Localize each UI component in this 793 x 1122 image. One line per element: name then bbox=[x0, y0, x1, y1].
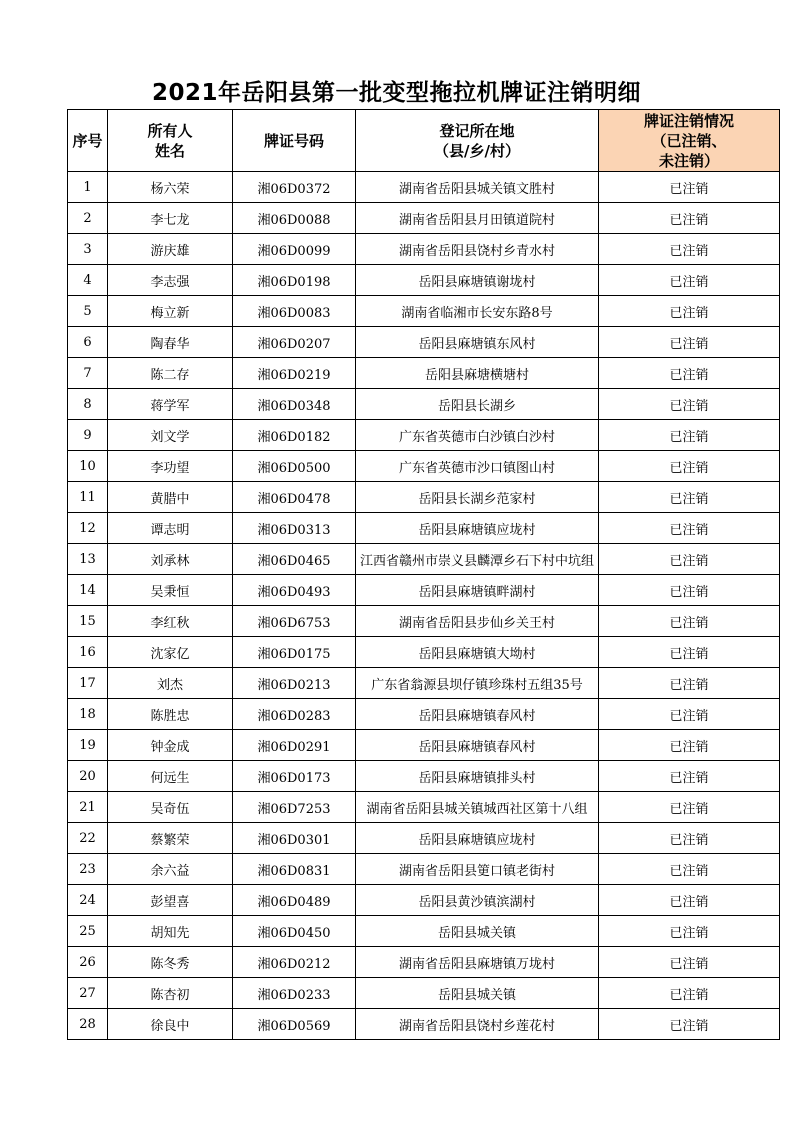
header-owner-line2: 姓名 bbox=[154, 141, 185, 160]
table-row bbox=[68, 265, 780, 296]
table-row bbox=[68, 792, 780, 823]
cell-plate-number: 湘06D0182 bbox=[233, 420, 356, 451]
cell-seq: 14 bbox=[68, 575, 108, 606]
cell-seq: 22 bbox=[68, 823, 108, 854]
cell-owner-name: 吴秉恒 bbox=[108, 575, 233, 606]
table-row bbox=[68, 451, 780, 482]
cell-status: 已注销 bbox=[599, 792, 780, 823]
cell-location: 岳阳县城关镇 bbox=[356, 916, 599, 947]
cell-owner-name: 陈冬秀 bbox=[108, 947, 233, 978]
cell-location: 岳阳县麻塘镇应垅村 bbox=[356, 823, 599, 854]
table-row bbox=[68, 978, 780, 1009]
cell-status: 已注销 bbox=[599, 978, 780, 1009]
table-row bbox=[68, 1009, 780, 1040]
cell-seq: 5 bbox=[68, 296, 108, 327]
cell-status: 已注销 bbox=[599, 389, 780, 420]
cell-plate-number: 湘06D0233 bbox=[233, 978, 356, 1009]
header-location-line1: 登记所在地 bbox=[439, 121, 515, 140]
cell-status: 已注销 bbox=[599, 854, 780, 885]
cell-status: 已注销 bbox=[599, 296, 780, 327]
header-location bbox=[356, 110, 599, 172]
cell-plate-number: 湘06D0478 bbox=[233, 482, 356, 513]
table-row bbox=[68, 389, 780, 420]
cell-location: 岳阳县城关镇 bbox=[356, 978, 599, 1009]
cell-location: 江西省赣州市崇义县麟潭乡石下村中坑组 bbox=[356, 544, 599, 575]
cell-owner-name: 钟金成 bbox=[108, 730, 233, 761]
cell-seq: 21 bbox=[68, 792, 108, 823]
table-header bbox=[68, 110, 780, 172]
cell-status: 已注销 bbox=[599, 761, 780, 792]
table-row bbox=[68, 699, 780, 730]
cell-status: 已注销 bbox=[599, 823, 780, 854]
cell-location: 湖南省岳阳县城关镇文胜村 bbox=[356, 172, 599, 203]
cell-location: 广东省翁源县坝仔镇珍珠村五组35号 bbox=[356, 668, 599, 699]
table-row bbox=[68, 513, 780, 544]
cell-seq: 25 bbox=[68, 916, 108, 947]
table-row bbox=[68, 358, 780, 389]
cell-location: 岳阳县麻塘镇谢垅村 bbox=[356, 265, 599, 296]
cell-seq: 16 bbox=[68, 637, 108, 668]
table-row bbox=[68, 327, 780, 358]
cell-plate-number: 湘06D0291 bbox=[233, 730, 356, 761]
header-plate: 牌证号码 bbox=[233, 110, 356, 172]
cell-status: 已注销 bbox=[599, 668, 780, 699]
table-row bbox=[68, 823, 780, 854]
table-row bbox=[68, 544, 780, 575]
cell-location: 湖南省岳阳县饶村乡莲花村 bbox=[356, 1009, 599, 1040]
cell-seq: 12 bbox=[68, 513, 108, 544]
cell-location: 岳阳县麻塘镇排头村 bbox=[356, 761, 599, 792]
cell-status: 已注销 bbox=[599, 513, 780, 544]
table-row bbox=[68, 761, 780, 792]
cell-seq: 3 bbox=[68, 234, 108, 265]
cell-seq: 15 bbox=[68, 606, 108, 637]
table-row bbox=[68, 203, 780, 234]
cell-plate-number: 湘06D0489 bbox=[233, 885, 356, 916]
table-row bbox=[68, 296, 780, 327]
cell-location: 湖南省岳阳县筻口镇老街村 bbox=[356, 854, 599, 885]
cell-plate-number: 湘06D0569 bbox=[233, 1009, 356, 1040]
cell-plate-number: 湘06D0088 bbox=[233, 203, 356, 234]
cell-owner-name: 陈胜忠 bbox=[108, 699, 233, 730]
cell-location: 岳阳县黄沙镇滨湖村 bbox=[356, 885, 599, 916]
header-row bbox=[68, 110, 780, 172]
cell-status: 已注销 bbox=[599, 730, 780, 761]
table-row bbox=[68, 885, 780, 916]
cell-owner-name: 胡知先 bbox=[108, 916, 233, 947]
cell-plate-number: 湘06D0450 bbox=[233, 916, 356, 947]
cell-status: 已注销 bbox=[599, 544, 780, 575]
table-row bbox=[68, 730, 780, 761]
cell-owner-name: 何远生 bbox=[108, 761, 233, 792]
table-row bbox=[68, 916, 780, 947]
cell-seq: 28 bbox=[68, 1009, 108, 1040]
cell-location: 湖南省岳阳县饶村乡青水村 bbox=[356, 234, 599, 265]
cell-owner-name: 陈二存 bbox=[108, 358, 233, 389]
cell-seq: 17 bbox=[68, 668, 108, 699]
cell-location: 岳阳县麻塘镇畔湖村 bbox=[356, 575, 599, 606]
table-row bbox=[68, 637, 780, 668]
cell-plate-number: 湘06D0219 bbox=[233, 358, 356, 389]
cell-owner-name: 陈杏初 bbox=[108, 978, 233, 1009]
cell-plate-number: 湘06D0313 bbox=[233, 513, 356, 544]
cell-plate-number: 湘06D0372 bbox=[233, 172, 356, 203]
cell-seq: 18 bbox=[68, 699, 108, 730]
cell-seq: 10 bbox=[68, 451, 108, 482]
header-status-line2: （已注销、 bbox=[651, 131, 727, 150]
cell-seq: 26 bbox=[68, 947, 108, 978]
cell-owner-name: 李志强 bbox=[108, 265, 233, 296]
cell-location: 岳阳县长湖乡范家村 bbox=[356, 482, 599, 513]
cancellation-table bbox=[67, 109, 780, 1040]
table-row bbox=[68, 575, 780, 606]
cell-seq: 7 bbox=[68, 358, 108, 389]
header-location-line2: （县/乡/村） bbox=[434, 141, 520, 160]
cell-plate-number: 湘06D0831 bbox=[233, 854, 356, 885]
cell-owner-name: 陶春华 bbox=[108, 327, 233, 358]
cell-owner-name: 徐良中 bbox=[108, 1009, 233, 1040]
cell-owner-name: 蒋学军 bbox=[108, 389, 233, 420]
cell-owner-name: 彭望喜 bbox=[108, 885, 233, 916]
cell-plate-number: 湘06D0213 bbox=[233, 668, 356, 699]
cell-status: 已注销 bbox=[599, 947, 780, 978]
cell-location: 湖南省岳阳县城关镇城西社区第十八组 bbox=[356, 792, 599, 823]
cell-owner-name: 李红秋 bbox=[108, 606, 233, 637]
cell-plate-number: 湘06D6753 bbox=[233, 606, 356, 637]
cell-location: 湖南省岳阳县麻塘镇万垅村 bbox=[356, 947, 599, 978]
cell-owner-name: 吴奇伍 bbox=[108, 792, 233, 823]
cell-seq: 24 bbox=[68, 885, 108, 916]
header-seq: 序号 bbox=[68, 110, 108, 172]
cell-seq: 2 bbox=[68, 203, 108, 234]
cell-seq: 9 bbox=[68, 420, 108, 451]
cell-location: 湖南省岳阳县月田镇道院村 bbox=[356, 203, 599, 234]
cell-status: 已注销 bbox=[599, 606, 780, 637]
cell-plate-number: 湘06D0175 bbox=[233, 637, 356, 668]
cell-plate-number: 湘06D0348 bbox=[233, 389, 356, 420]
cell-location: 岳阳县长湖乡 bbox=[356, 389, 599, 420]
cell-status: 已注销 bbox=[599, 327, 780, 358]
cell-owner-name: 刘文学 bbox=[108, 420, 233, 451]
cell-status: 已注销 bbox=[599, 575, 780, 606]
cell-plate-number: 湘06D0283 bbox=[233, 699, 356, 730]
cell-location: 广东省英德市沙口镇图山村 bbox=[356, 451, 599, 482]
table-row bbox=[68, 854, 780, 885]
cell-plate-number: 湘06D0099 bbox=[233, 234, 356, 265]
cell-seq: 11 bbox=[68, 482, 108, 513]
cell-status: 已注销 bbox=[599, 699, 780, 730]
header-status bbox=[599, 110, 780, 172]
cell-owner-name: 刘杰 bbox=[108, 668, 233, 699]
cell-location: 岳阳县麻塘镇春风村 bbox=[356, 730, 599, 761]
cell-status: 已注销 bbox=[599, 482, 780, 513]
cell-location: 岳阳县麻塘横塘村 bbox=[356, 358, 599, 389]
cell-status: 已注销 bbox=[599, 203, 780, 234]
cell-seq: 19 bbox=[68, 730, 108, 761]
cell-owner-name: 余六益 bbox=[108, 854, 233, 885]
cell-plate-number: 湘06D0465 bbox=[233, 544, 356, 575]
cell-seq: 20 bbox=[68, 761, 108, 792]
cell-location: 广东省英德市白沙镇白沙村 bbox=[356, 420, 599, 451]
cell-owner-name: 刘承林 bbox=[108, 544, 233, 575]
cell-status: 已注销 bbox=[599, 358, 780, 389]
cell-status: 已注销 bbox=[599, 637, 780, 668]
document-title: 2021年岳阳县第一批变型拖拉机牌证注销明细 bbox=[151, 80, 641, 106]
cell-plate-number: 湘06D0493 bbox=[233, 575, 356, 606]
cell-owner-name: 梅立新 bbox=[108, 296, 233, 327]
header-status-line3: 未注销） bbox=[658, 151, 719, 170]
cell-plate-number: 湘06D7253 bbox=[233, 792, 356, 823]
cell-owner-name: 黄腊中 bbox=[108, 482, 233, 513]
cell-status: 已注销 bbox=[599, 451, 780, 482]
cell-owner-name: 谭志明 bbox=[108, 513, 233, 544]
table-row bbox=[68, 172, 780, 203]
cell-owner-name: 李功望 bbox=[108, 451, 233, 482]
cell-seq: 8 bbox=[68, 389, 108, 420]
table-row bbox=[68, 606, 780, 637]
cell-location: 岳阳县麻塘镇大坳村 bbox=[356, 637, 599, 668]
cell-owner-name: 李七龙 bbox=[108, 203, 233, 234]
cell-status: 已注销 bbox=[599, 234, 780, 265]
cell-owner-name: 沈家亿 bbox=[108, 637, 233, 668]
table-row bbox=[68, 947, 780, 978]
cell-plate-number: 湘06D0301 bbox=[233, 823, 356, 854]
cell-owner-name: 蔡繁荣 bbox=[108, 823, 233, 854]
cell-plate-number: 湘06D0198 bbox=[233, 265, 356, 296]
cell-owner-name: 游庆雄 bbox=[108, 234, 233, 265]
header-status-line1: 牌证注销情况 bbox=[643, 111, 734, 130]
table-row bbox=[68, 420, 780, 451]
table-row bbox=[68, 482, 780, 513]
cell-plate-number: 湘06D0083 bbox=[233, 296, 356, 327]
cell-status: 已注销 bbox=[599, 1009, 780, 1040]
cell-seq: 6 bbox=[68, 327, 108, 358]
cell-seq: 13 bbox=[68, 544, 108, 575]
cell-plate-number: 湘06D0500 bbox=[233, 451, 356, 482]
cell-plate-number: 湘06D0207 bbox=[233, 327, 356, 358]
cell-location: 湖南省岳阳县步仙乡关王村 bbox=[356, 606, 599, 637]
cell-owner-name: 杨六荣 bbox=[108, 172, 233, 203]
cell-status: 已注销 bbox=[599, 265, 780, 296]
cell-location: 湖南省临湘市长安东路8号 bbox=[356, 296, 599, 327]
cell-seq: 1 bbox=[68, 172, 108, 203]
cell-status: 已注销 bbox=[599, 885, 780, 916]
cell-seq: 27 bbox=[68, 978, 108, 1009]
table-row bbox=[68, 668, 780, 699]
table-row bbox=[68, 234, 780, 265]
cell-location: 岳阳县麻塘镇应垅村 bbox=[356, 513, 599, 544]
cell-seq: 23 bbox=[68, 854, 108, 885]
cell-plate-number: 湘06D0212 bbox=[233, 947, 356, 978]
table-body bbox=[68, 172, 780, 1040]
cell-seq: 4 bbox=[68, 265, 108, 296]
header-owner bbox=[108, 110, 233, 172]
cell-location: 岳阳县麻塘镇东风村 bbox=[356, 327, 599, 358]
cell-plate-number: 湘06D0173 bbox=[233, 761, 356, 792]
header-owner-line1: 所有人 bbox=[147, 121, 193, 140]
cell-status: 已注销 bbox=[599, 420, 780, 451]
cell-location: 岳阳县麻塘镇春风村 bbox=[356, 699, 599, 730]
cell-status: 已注销 bbox=[599, 916, 780, 947]
cell-status: 已注销 bbox=[599, 172, 780, 203]
